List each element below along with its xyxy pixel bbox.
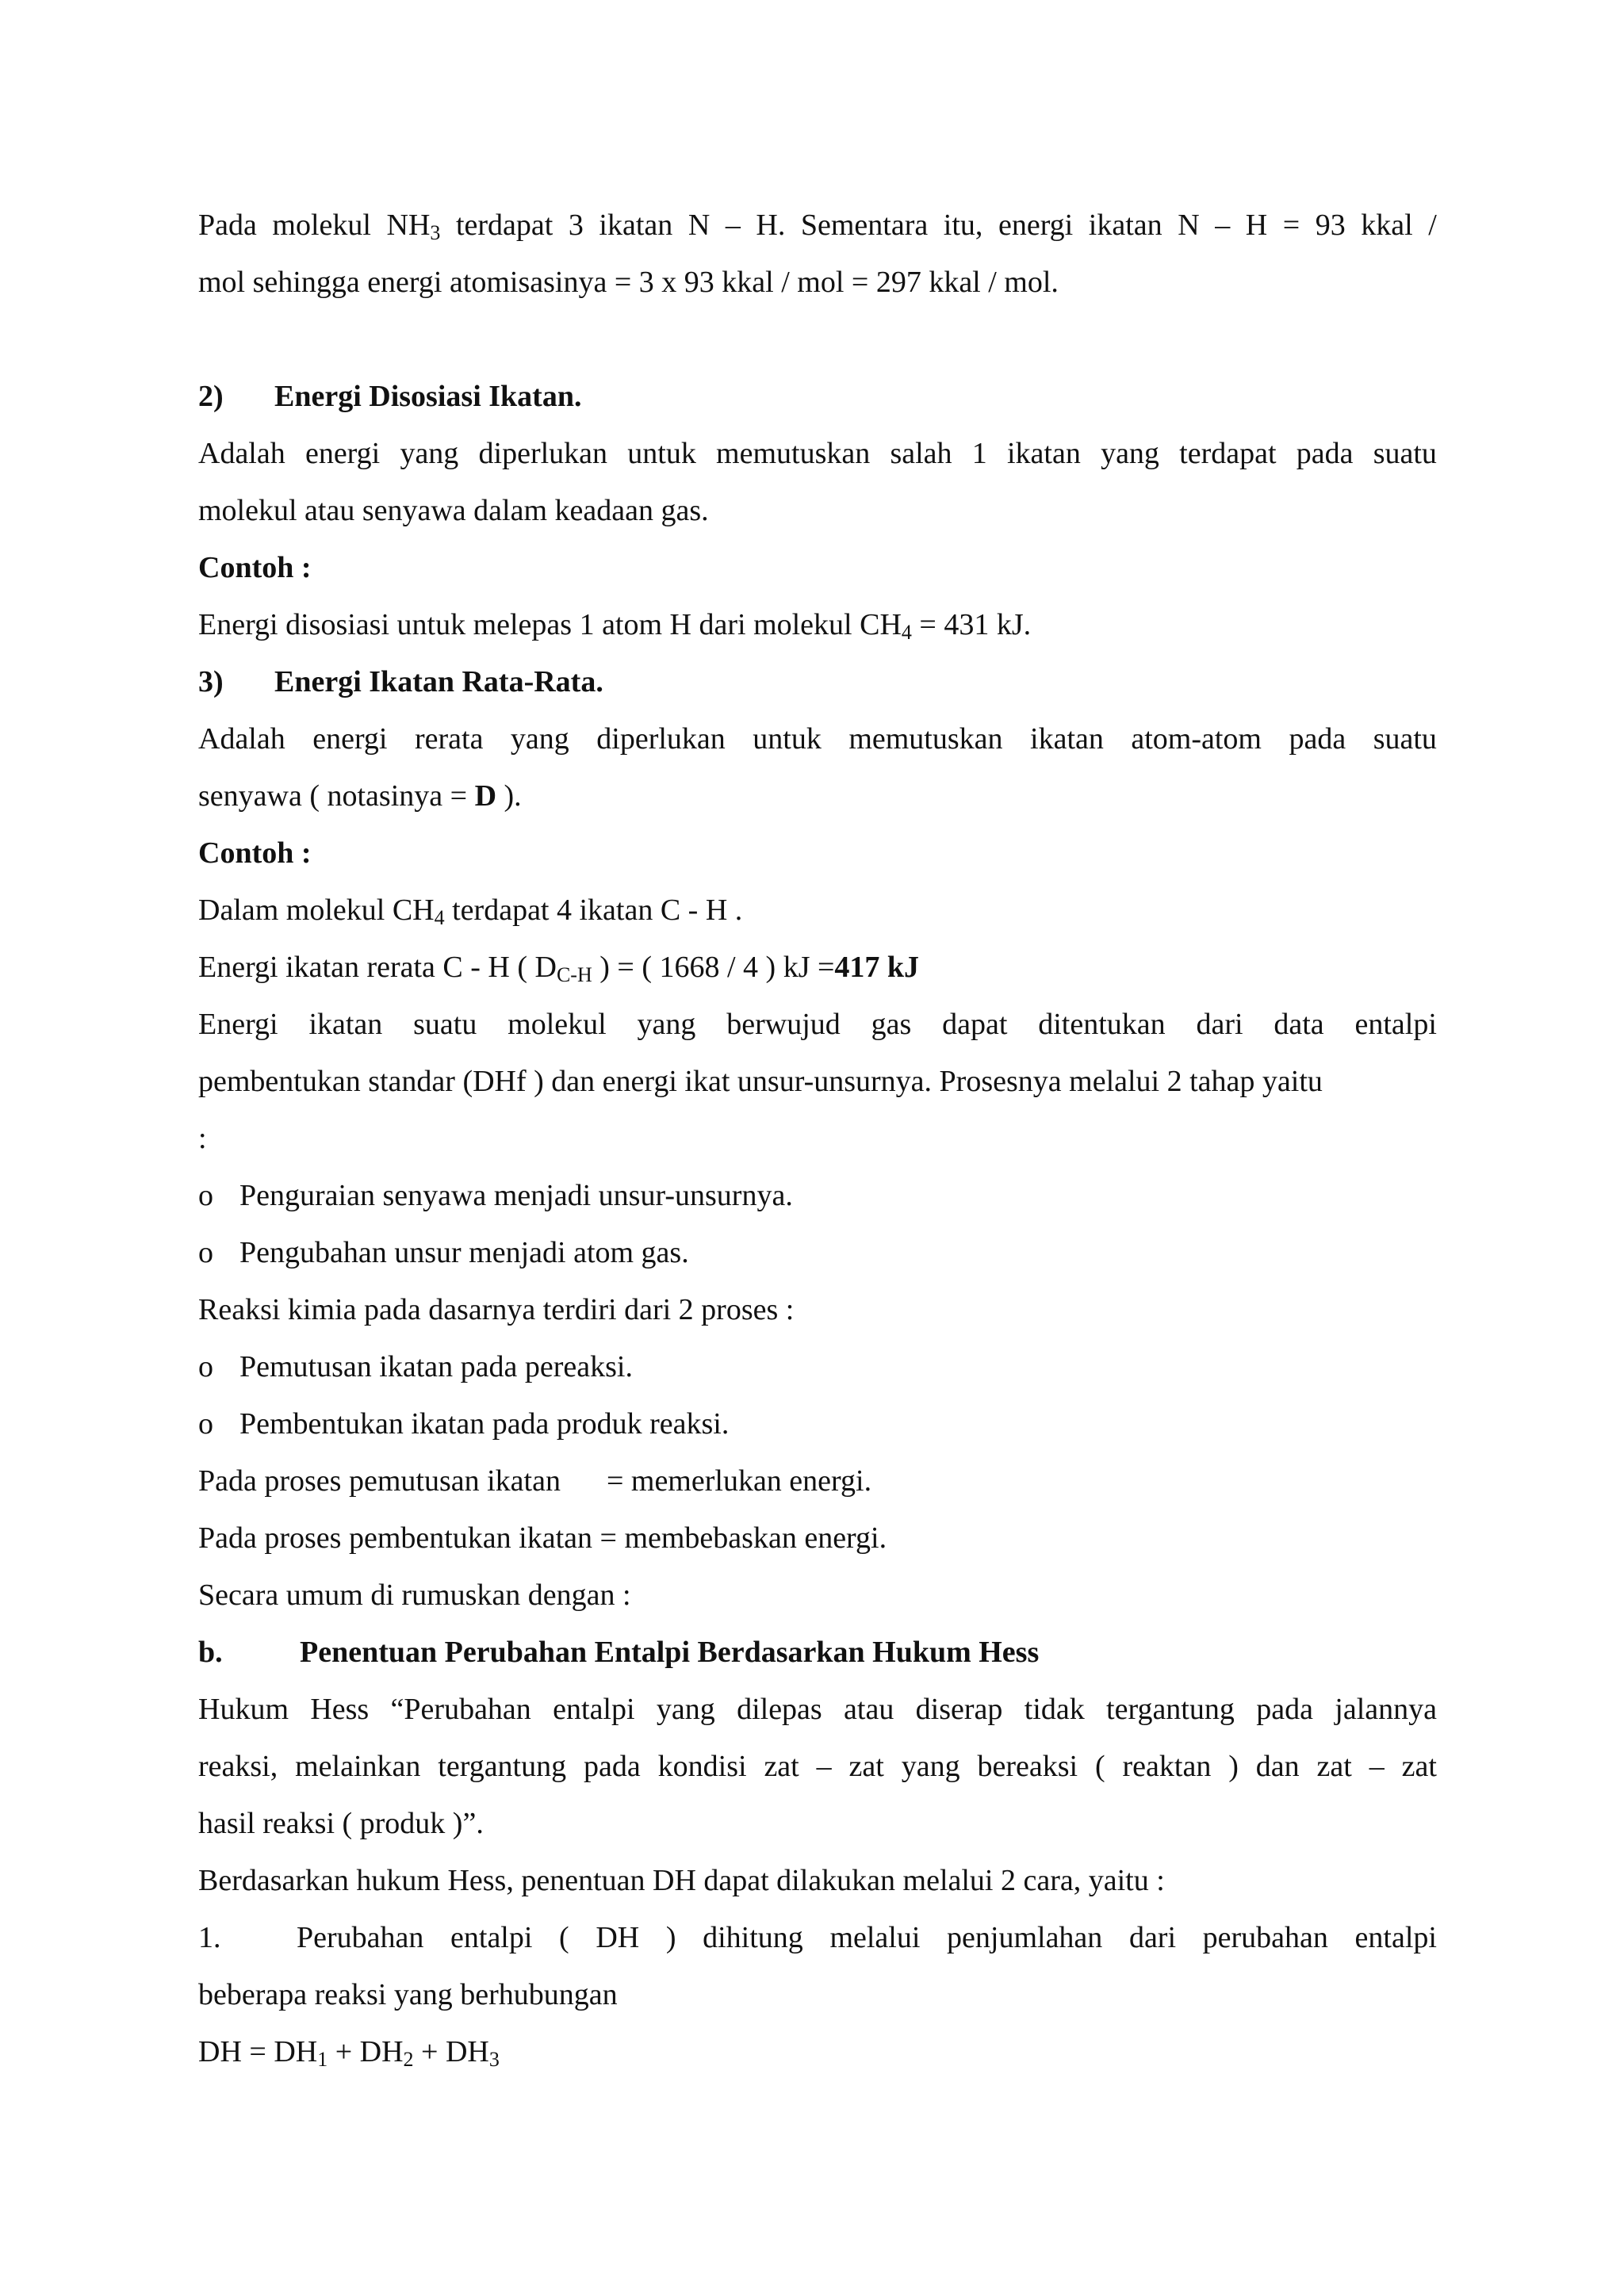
ch4-subscript: 4 (434, 906, 445, 929)
section-3-example-1-b: terdapat 4 ikatan C - H . (444, 894, 743, 927)
word: DH (596, 1921, 640, 1954)
word: untuk (753, 722, 822, 756)
stage-1-text: Penguraian senyawa menjadi unsur-unsurnya. (239, 1179, 793, 1212)
word: “Perubahan (390, 1693, 531, 1726)
section-2-title: Energi Disosiasi Ikatan. (274, 380, 582, 413)
word: berwujud (726, 1008, 841, 1041)
notation-symbol: D (474, 779, 497, 813)
word: rerata (414, 722, 484, 756)
word: 3 (568, 209, 584, 242)
general-formula-intro-text: Secara umum di rumuskan dengan : (198, 1578, 631, 1612)
word: ( (1094, 1750, 1105, 1783)
section-2-definition-line-1 (198, 425, 1437, 482)
section-3-number: 3) (198, 665, 224, 698)
way-1-line-2-text: beberapa reaksi yang berhubungan (198, 1978, 618, 2011)
word: Hukum (198, 1693, 289, 1726)
word: Sementara (800, 209, 929, 242)
reaction-intro (198, 1281, 1437, 1338)
bond-breaking-line (198, 1452, 1437, 1510)
bond-energy-paragraph-line-1 (198, 996, 1437, 1053)
section-2-example (198, 596, 1437, 653)
word: entalpi (1354, 1921, 1437, 1954)
bullet-marker: o (198, 1179, 213, 1212)
way-1-number: 1. (198, 1921, 221, 1954)
word: ikatan (1030, 722, 1104, 756)
word: Adalah (198, 722, 285, 756)
stage-2-text: Pengubahan unsur menjadi atom gas. (239, 1236, 689, 1269)
word: / (1428, 209, 1437, 242)
word: reaktan (1122, 1750, 1212, 1783)
list-item (198, 1395, 1437, 1452)
formula-part-a: DH = DH (198, 2035, 318, 2068)
general-formula-intro (198, 1567, 1437, 1624)
word: $NH_3$ (386, 209, 441, 244)
word: suatu (413, 1008, 477, 1041)
word: entalpi (450, 1921, 533, 1954)
word: pada (1296, 437, 1354, 470)
word: molekul (508, 1008, 607, 1041)
formula-sub-1: 1 (317, 2048, 328, 2071)
section-2-definition-line-2 (198, 482, 1437, 539)
spacer (198, 311, 1437, 368)
word: ikatan (1088, 209, 1162, 242)
section-2-heading (198, 368, 1437, 425)
reaction-intro-text: Reaksi kimia pada dasarnya terdiri dari 2 proses : (198, 1293, 795, 1326)
ch4-subscript: 4 (901, 621, 912, 644)
section-3-example-label (198, 825, 1437, 882)
way-1-line-1-words (297, 1909, 1437, 1966)
word: suatu (1373, 722, 1437, 756)
hess-law-line-3 (198, 1795, 1437, 1852)
word: zat (1316, 1750, 1352, 1783)
nh3-line-2 (198, 254, 1437, 311)
bond-breaking-label: Pada proses pemutusan ikatan (198, 1464, 561, 1498)
average-bond-energy-result: 417 kJ (834, 951, 920, 984)
process-1-text: Pemutusan ikatan pada pereaksi. (239, 1350, 633, 1383)
d-ch-subscript: C-H (556, 963, 592, 986)
section-2-example-label-text: Contoh : (198, 551, 312, 584)
word: N (688, 209, 710, 242)
word: N (1178, 209, 1200, 242)
word: memutuskan (848, 722, 1003, 756)
word: untuk (627, 437, 696, 470)
bullet-marker: o (198, 1350, 213, 1383)
word: zat (848, 1750, 884, 1783)
bullet-marker: o (198, 1236, 213, 1269)
word: – (816, 1750, 832, 1783)
word: dari (1196, 1008, 1243, 1041)
word: – (1215, 209, 1231, 242)
word: diperlukan (596, 722, 726, 756)
section-b-title: Penentuan Perubahan Entalpi Berdasarkan Hukum Hess (300, 1636, 1040, 1669)
word: perubahan (1202, 1921, 1328, 1954)
word: molekul (272, 209, 371, 242)
word: jalannya (1335, 1693, 1437, 1726)
hess-law-line-3-text: hasil reaksi ( produk )”. (198, 1807, 484, 1840)
word: Energi (198, 1008, 278, 1041)
word: – (725, 209, 741, 242)
word: – (1369, 1750, 1385, 1783)
word: terdapat (455, 209, 553, 242)
word: zat (764, 1750, 799, 1783)
word: Pada (198, 209, 257, 242)
word: reaksi, (198, 1750, 278, 1783)
nh3-line-2-text: mol sehingga energi atomisasinya = 3 x 93 kkal / mol = 297 kkal / mol. (198, 266, 1059, 299)
bullet-marker: o (198, 1407, 213, 1441)
word: H (1245, 209, 1268, 242)
hess-law-line-1 (198, 1681, 1437, 1738)
word: diserap (915, 1693, 1003, 1726)
word: Hess (310, 1693, 370, 1726)
section-2-definition-line-2-text: molekul atau senyawa dalam keadaan gas. (198, 494, 709, 527)
word: penjumlahan (947, 1921, 1103, 1954)
list-item (198, 1338, 1437, 1395)
section-2-number: 2) (198, 380, 224, 413)
word: entalpi (553, 1693, 635, 1726)
word: data (1274, 1008, 1324, 1041)
word: 93 (1315, 209, 1346, 242)
word: 1 (971, 437, 987, 470)
word: yang (901, 1750, 960, 1783)
word: dan (1255, 1750, 1300, 1783)
section-3-heading (198, 653, 1437, 710)
bond-breaking-value: = memerlukan energi. (606, 1464, 872, 1498)
word: pada (1289, 722, 1346, 756)
bond-energy-paragraph-line-2 (198, 1053, 1437, 1110)
hess-ways-intro-text: Berdasarkan hukum Hess, penentuan DH dapat dilakukan melalui 2 cara, yaitu : (198, 1864, 1165, 1897)
word: tidak (1024, 1693, 1085, 1726)
section-b-heading (198, 1624, 1437, 1681)
word: itu, (943, 209, 983, 242)
section-3-example-label-text: Contoh : (198, 836, 312, 870)
word: ditentukan (1038, 1008, 1166, 1041)
nh3-line-1 (198, 197, 1437, 254)
word: salah (890, 437, 952, 470)
word: energi (998, 209, 1074, 242)
bond-energy-paragraph-line-2-text: pembentukan standar (DHf ) dan energi ikat unsur-unsurnya. Prosesnya melalui 2 tahap yaitu (198, 1065, 1323, 1098)
word: ( (559, 1921, 569, 1954)
word: bereaksi (977, 1750, 1078, 1783)
word: suatu (1373, 437, 1437, 470)
word: atau (844, 1693, 894, 1726)
section-3-example-2-a: Energi ikatan rerata C - H ( D (198, 951, 557, 984)
section-2-example-text-b: = 431 kJ. (911, 608, 1032, 641)
word: zat (1401, 1750, 1437, 1783)
section-2-example-label (198, 539, 1437, 596)
word: energi (304, 437, 381, 470)
hess-law-line-2 (198, 1738, 1437, 1795)
section-3-example-1 (198, 882, 1437, 939)
word: entalpi (1354, 1008, 1437, 1041)
word: memutuskan (716, 437, 871, 470)
list-item (198, 1167, 1437, 1224)
word: atom-atom (1131, 722, 1262, 756)
word: Perubahan (297, 1921, 424, 1954)
word: ) (665, 1921, 676, 1954)
word: yang (510, 722, 569, 756)
word: tergantung (438, 1750, 567, 1783)
formula-sub-2: 2 (403, 2048, 414, 2071)
bond-energy-paragraph-line-3-text: : (198, 1122, 207, 1155)
list-item (198, 1224, 1437, 1281)
formula-part-b: + DH (327, 2035, 404, 2068)
word: melainkan (295, 1750, 421, 1783)
word: tergantung (1106, 1693, 1235, 1726)
page-content (198, 197, 1437, 2080)
word: yang (637, 1008, 696, 1041)
word: H. (756, 209, 786, 242)
bond-forming-text: Pada proses pembentukan ikatan = membebaskan energi. (198, 1521, 887, 1555)
word: pada (584, 1750, 641, 1783)
word: kkal (1361, 209, 1413, 242)
way-1-line-1 (198, 1909, 1437, 1966)
word: yang (1101, 437, 1159, 470)
section-b-number: b. (198, 1636, 223, 1669)
formula-part-c: + DH (413, 2035, 489, 2068)
hess-formula (198, 2023, 1437, 2080)
word: pada (1256, 1693, 1313, 1726)
word: yang (400, 437, 459, 470)
formula-sub-3: 3 (488, 2048, 500, 2071)
section-3-title: Energi Ikatan Rata-Rata. (274, 665, 603, 698)
section-3-example-2 (198, 939, 1437, 996)
word: Adalah (198, 437, 285, 470)
word: ikatan (308, 1008, 383, 1041)
section-3-example-2-b: ) = ( 1668 / 4 ) kJ = (592, 951, 835, 984)
section-3-example-1-a: Dalam molekul CH (198, 894, 435, 927)
word: gas (871, 1008, 912, 1041)
word: = (1282, 209, 1300, 242)
nh3-subscript: 3 (430, 221, 441, 244)
word: yang (656, 1693, 715, 1726)
section-3-definition-line-2-a: senyawa ( notasinya = (198, 779, 475, 813)
word: kondisi (657, 1750, 747, 1783)
word: melalui (829, 1921, 921, 1954)
section-3-definition-line-1 (198, 710, 1437, 767)
section-2-example-text-a: Energi disosiasi untuk melepas 1 atom H dari molekul CH (198, 608, 902, 641)
word: ikatan (599, 209, 673, 242)
bond-forming-line (198, 1510, 1437, 1567)
word: terdapat (1179, 437, 1277, 470)
word: energi (312, 722, 388, 756)
section-3-definition-line-2-b: ). (496, 779, 522, 813)
word: dihitung (703, 1921, 803, 1954)
word: diperlukan (478, 437, 608, 470)
hess-ways-intro (198, 1852, 1437, 1909)
word: dilepas (737, 1693, 822, 1726)
word: dapat (942, 1008, 1008, 1041)
section-3-definition-line-2 (198, 767, 1437, 825)
word: ) (1228, 1750, 1239, 1783)
word: ikatan (1006, 437, 1081, 470)
process-2-text: Pembentukan ikatan pada produk reaksi. (239, 1407, 730, 1441)
way-1-line-2 (198, 1966, 1437, 2023)
word: dari (1128, 1921, 1177, 1954)
bond-energy-paragraph-line-3 (198, 1110, 1437, 1167)
